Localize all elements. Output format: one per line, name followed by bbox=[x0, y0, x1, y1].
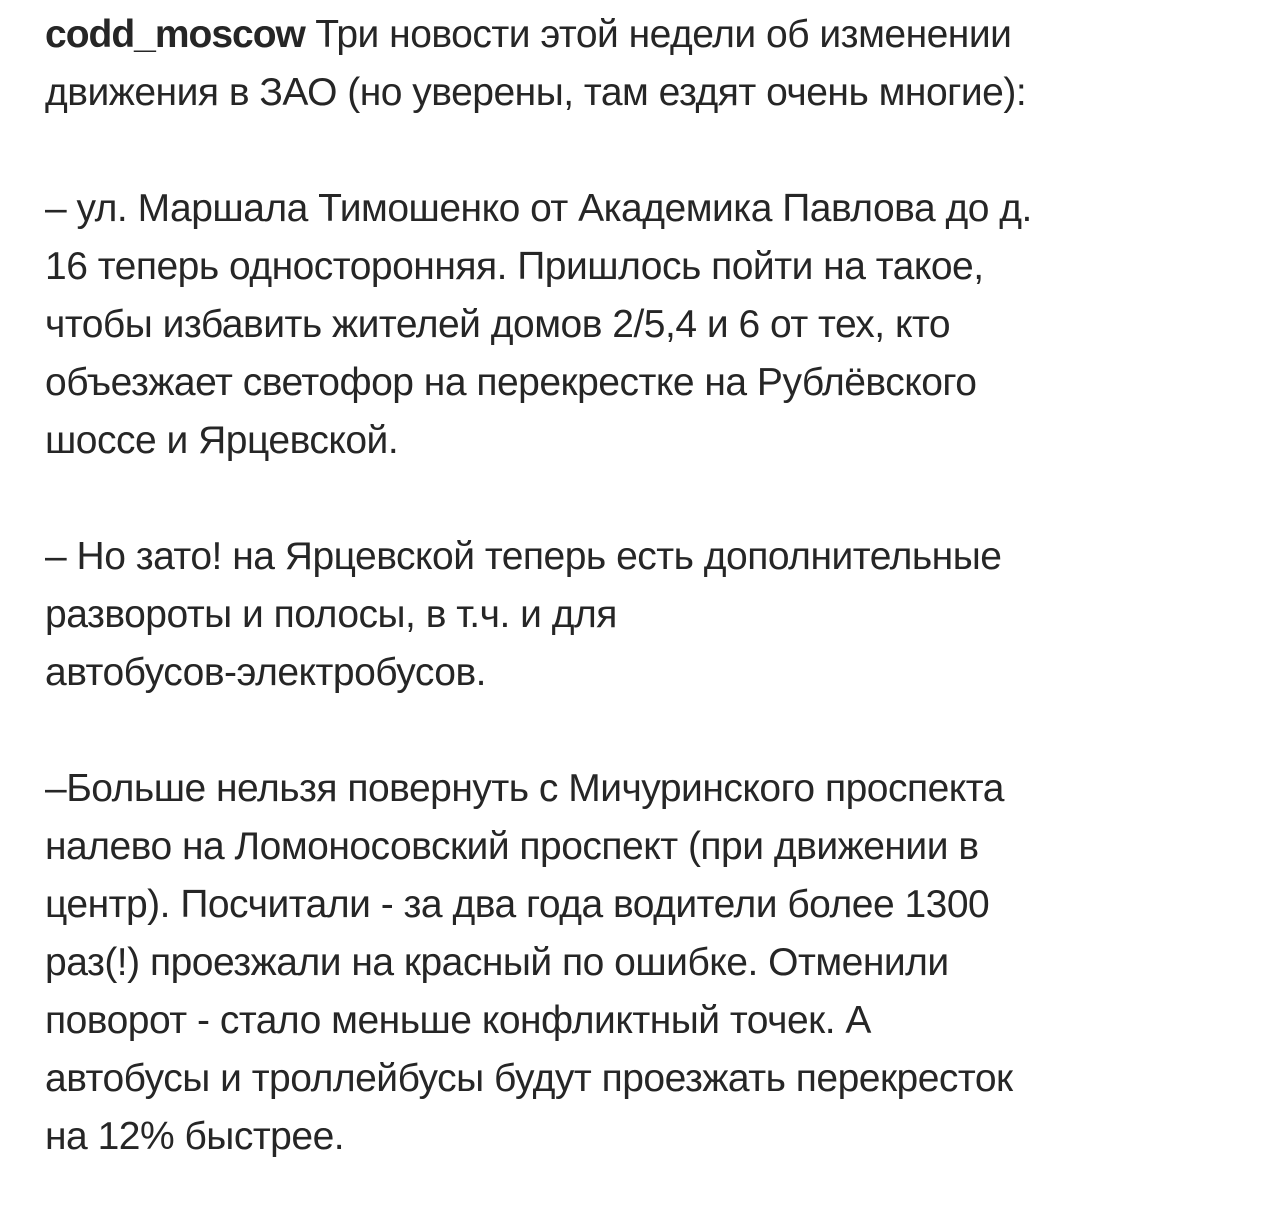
post-caption bbox=[45, 6, 1260, 1166]
news-item-3-line: автобусы и троллейбусы будут проезжать перекресток bbox=[45, 1057, 1013, 1100]
news-item-2-line: развороты и полосы, в т.ч. и для bbox=[45, 593, 617, 636]
news-item-3-line: поворот - стало меньше конфликтный точек. А bbox=[45, 999, 871, 1042]
username-link[interactable]: codd_moscow bbox=[45, 13, 305, 56]
news-item-1 bbox=[45, 180, 1260, 470]
intro-text-1: Три новости этой недели об изменении bbox=[315, 13, 1012, 56]
news-item-1-line: 16 теперь односторонняя. Пришлось пойти на такое, bbox=[45, 245, 984, 288]
news-item-1-line: шоссе и Ярцевской. bbox=[45, 419, 399, 462]
news-item-3-line: налево на Ломоносовский проспект (при движении в bbox=[45, 825, 979, 868]
news-item-1-line: – ул. Маршала Тимошенко от Академика Павлова до д. bbox=[45, 187, 1032, 230]
news-item-3-line: центр). Посчитали - за два года водители более 1300 bbox=[45, 883, 990, 926]
news-item-3-line: раз(!) проезжали на красный по ошибке. Отменили bbox=[45, 941, 949, 984]
news-item-2 bbox=[45, 528, 1260, 702]
news-item-2-line: – Но зато! на Ярцевской теперь есть дополнительные bbox=[45, 535, 1002, 578]
news-item-1-line: чтобы избавить жителей домов 2/5,4 и 6 от тех, кто bbox=[45, 303, 951, 346]
news-item-3-line: –Больше нельзя повернуть с Мичуринского проспекта bbox=[45, 767, 1004, 810]
caption-intro-line-1 bbox=[45, 6, 1260, 64]
news-item-2-line: автобусов-электробусов. bbox=[45, 651, 486, 694]
caption-intro-line-2: движения в ЗАО (но уверены, там ездят очень многие): bbox=[45, 71, 1027, 114]
news-item-3 bbox=[45, 760, 1260, 1166]
news-item-3-line: на 12% быстрее. bbox=[45, 1115, 345, 1158]
caption-intro bbox=[45, 6, 1260, 122]
news-item-1-line: объезжает светофор на перекрестке на Рублёвского bbox=[45, 361, 977, 404]
